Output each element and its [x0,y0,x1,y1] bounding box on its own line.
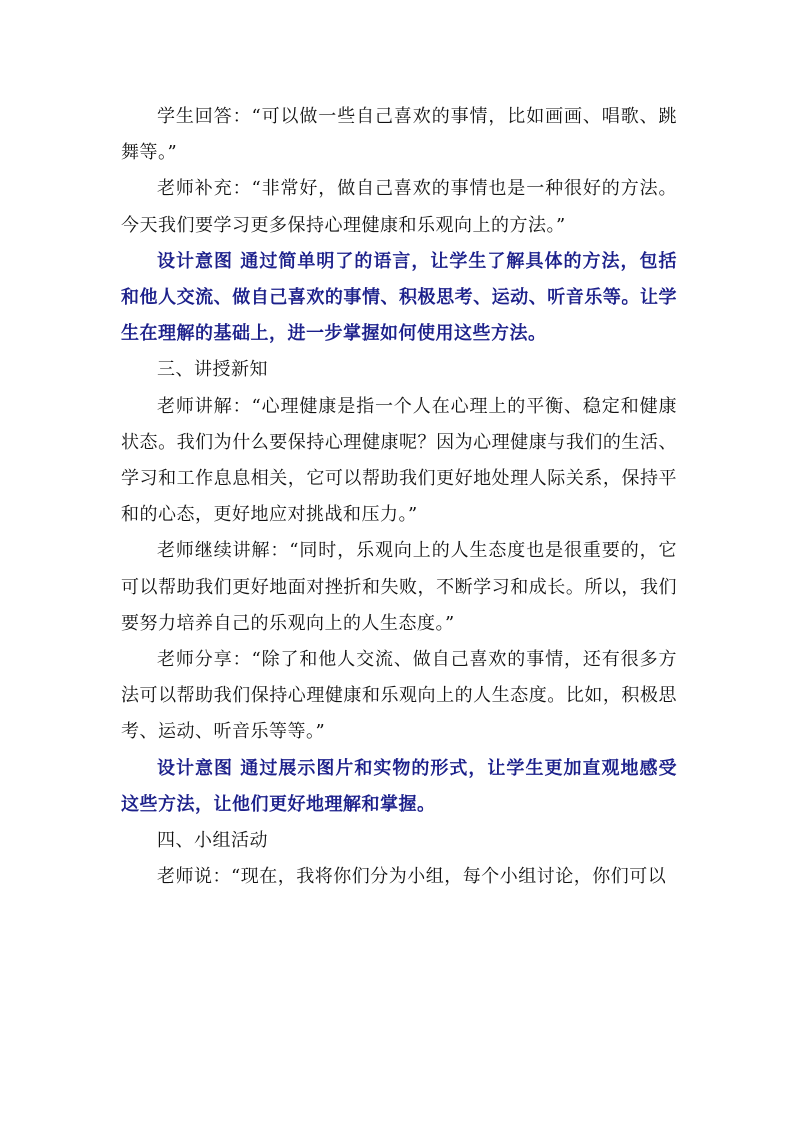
paragraph-teacher-supplement: 老师补充：“非常好，做自己喜欢的事情也是一种很好的方法。今天我们要学习更多保持心理健康和乐观向上的方法。” [121,178,677,236]
paragraph-design-intent: 设计意图 通过展示图片和实物的形式，让学生更加直观地感受这些方法，让他们更好地理解和掌握。 [121,757,677,815]
paragraph-teacher-share: 老师分享：“除了和他人交流、做自己喜欢的事情，还有很多方法可以帮助我们保持心理健康和乐观向上的人生态度。比如，积极思考、运动、听音乐等等。” [121,649,677,743]
section-heading-group-activity: 四、小组活动 [157,830,268,852]
paragraph-design-intent: 设计意图 通过简单明了的语言，让学生了解具体的方法，包括和他人交流、做自己喜欢的事情、积极思考、运动、听音乐等。让学生在理解的基础上，进一步掌握如何使用这些方法。 [121,250,677,345]
paragraph-teacher-says: 老师说：“现在，我将你们分为小组，每个小组讨论，你们可以 [157,866,667,888]
paragraph-student-answer: 学生回答：“可以做一些自己喜欢的事情，比如画画、唱歌、跳舞等。” [121,106,677,164]
section-heading-new-knowledge: 三、讲授新知 [157,359,268,381]
paragraph-teacher-explanation: 老师讲解：“心理健康是指一个人在心理上的平衡、稳定和健康状态。我们为什么要保持心理健康呢？因为心理健康与我们的生活、学习和工作息息相关，它可以帮助我们更好地处理人际关系，保持平和的心态，更好地应对挑战和压力。” [121,395,677,526]
paragraph-teacher-continued: 老师继续讲解：“同时，乐观向上的人生态度也是很重要的，它可以帮助我们更好地面对挫折和失败，不断学习和成长。所以，我们要努力培养自己的乐观向上的人生态度。” [121,540,677,634]
document-body [121,99,677,895]
